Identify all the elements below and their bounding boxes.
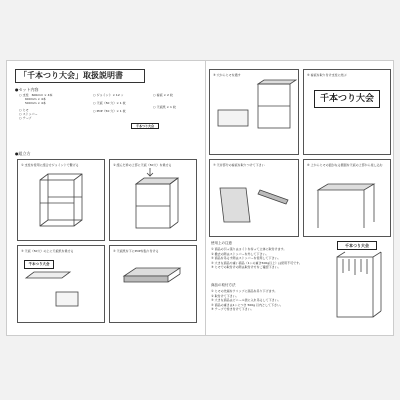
- column-divider: [205, 61, 206, 335]
- fit-line: ① ヒモの先端をクリップに商品を吊り下げます。: [211, 289, 278, 293]
- step-text: ④ 天板紙を下にPOPを貼り付ける: [113, 249, 159, 253]
- fit-line: ③ 大きな商品はビニール袋に入れ吊るして下さい。: [211, 298, 281, 302]
- parts-sign: 千本つり大会: [131, 123, 159, 129]
- step-text: ⑥ 看板を取り付け支柱に結ぶ: [307, 73, 347, 77]
- part-item: ○ ストッパー: [19, 112, 38, 116]
- part-item: ○ 天板紙 × 1 枚: [153, 105, 176, 109]
- pop-sign: 千本つり大会: [24, 260, 54, 269]
- step-panel-8: [303, 159, 391, 237]
- step-panel-4: [109, 245, 197, 323]
- notes-list: [211, 247, 319, 270]
- panel-sign: 千本つり大会: [314, 90, 380, 108]
- step-text: ⑦ 天井部分の看板を取りつけて下さい: [213, 163, 265, 167]
- parts-list-left: [19, 93, 89, 120]
- step-panel-2: [109, 159, 197, 241]
- notes-heading: 使用上の注意: [211, 241, 232, 245]
- finished-stand: [323, 241, 391, 327]
- step-text: ② 組んだ枠の上部に天板（50穴）を乗せる: [113, 163, 172, 167]
- part-item: ○ POP（50 穴）× 1 枚: [93, 109, 126, 113]
- board-sheet-illustration: [18, 246, 106, 324]
- part-item: ○ 支柱 600mm × 4本: [19, 93, 53, 97]
- part-item: 600mm × 4本: [19, 97, 46, 101]
- part-item: 500mm × 4本: [19, 101, 46, 105]
- assembly-heading: ●組立方: [15, 151, 31, 156]
- parts-list-mid: [93, 93, 153, 113]
- note-line: ⑤ ヒモでの取付けの際は取付け方をご確認下さい。: [211, 265, 281, 269]
- parts-list-right: [153, 93, 203, 109]
- sign-mount-illustration: [210, 160, 300, 238]
- fit-line: ④ 商品の重さは1ヶにつき 500g 以内として下さい。: [211, 302, 284, 307]
- fit-list: [211, 289, 319, 312]
- fit-heading: 商品の取付方法: [211, 283, 236, 287]
- part-item: ○ ジョイント × 12 ヶ: [93, 93, 124, 97]
- finished-frame-illustration: [323, 241, 391, 327]
- frame-with-board-illustration: [110, 160, 198, 242]
- instruction-sheet: [6, 60, 394, 336]
- finished-sign: 千本つり大会: [337, 241, 377, 250]
- step-panel-1: [17, 159, 105, 241]
- fit-line: ② 取付けて下さい。: [211, 293, 239, 298]
- stopper-insert-illustration: [304, 160, 392, 238]
- note-line: ④ 大きな商品や重い商品（1ヶの重さ500g以上）は使用不可です。: [211, 260, 302, 265]
- step-text: ③ 天板（50穴）の上に天板紙を乗せる: [21, 249, 74, 253]
- step-text: ① 支柱を使用に組合せジョイントで繋げる: [21, 163, 79, 167]
- document-title: 「千本つり大会」取扱説明書: [15, 69, 145, 83]
- part-item: ○ 天板（50 穴）× 1 枚: [93, 101, 126, 105]
- note-line: ③ 商品を吊るす際はストッパーを使用して下さい。: [211, 256, 281, 260]
- step-panel-6: [303, 69, 391, 155]
- part-item: ○ 看板 × 2 枚: [153, 93, 173, 97]
- note-line: ② 撤去の際はストッパーを外して下さい。: [211, 251, 269, 256]
- step-text: ⑧ 上からヒモの面がなる範囲を天板の上部から差し込む: [307, 163, 383, 167]
- part-item: ○ テープ: [19, 116, 32, 120]
- pop-attach-illustration: [110, 246, 198, 324]
- frame-illustration: [18, 160, 106, 242]
- note-line: ① 商品の引っ張りはヨイトを持って立体に取付けます。: [211, 247, 287, 251]
- part-item: ○ ヒモ: [19, 108, 29, 112]
- step-panel-5: [209, 69, 299, 155]
- fit-line: ⑤ テープで巻き付けて下さい。: [211, 307, 254, 311]
- step-panel-7: [209, 159, 299, 237]
- string-threading-illustration: [210, 70, 300, 156]
- step-text: ⑤ 穴からヒモを通す: [213, 73, 241, 77]
- step-panel-3: [17, 245, 105, 323]
- parts-heading: ●セット内容: [15, 87, 39, 92]
